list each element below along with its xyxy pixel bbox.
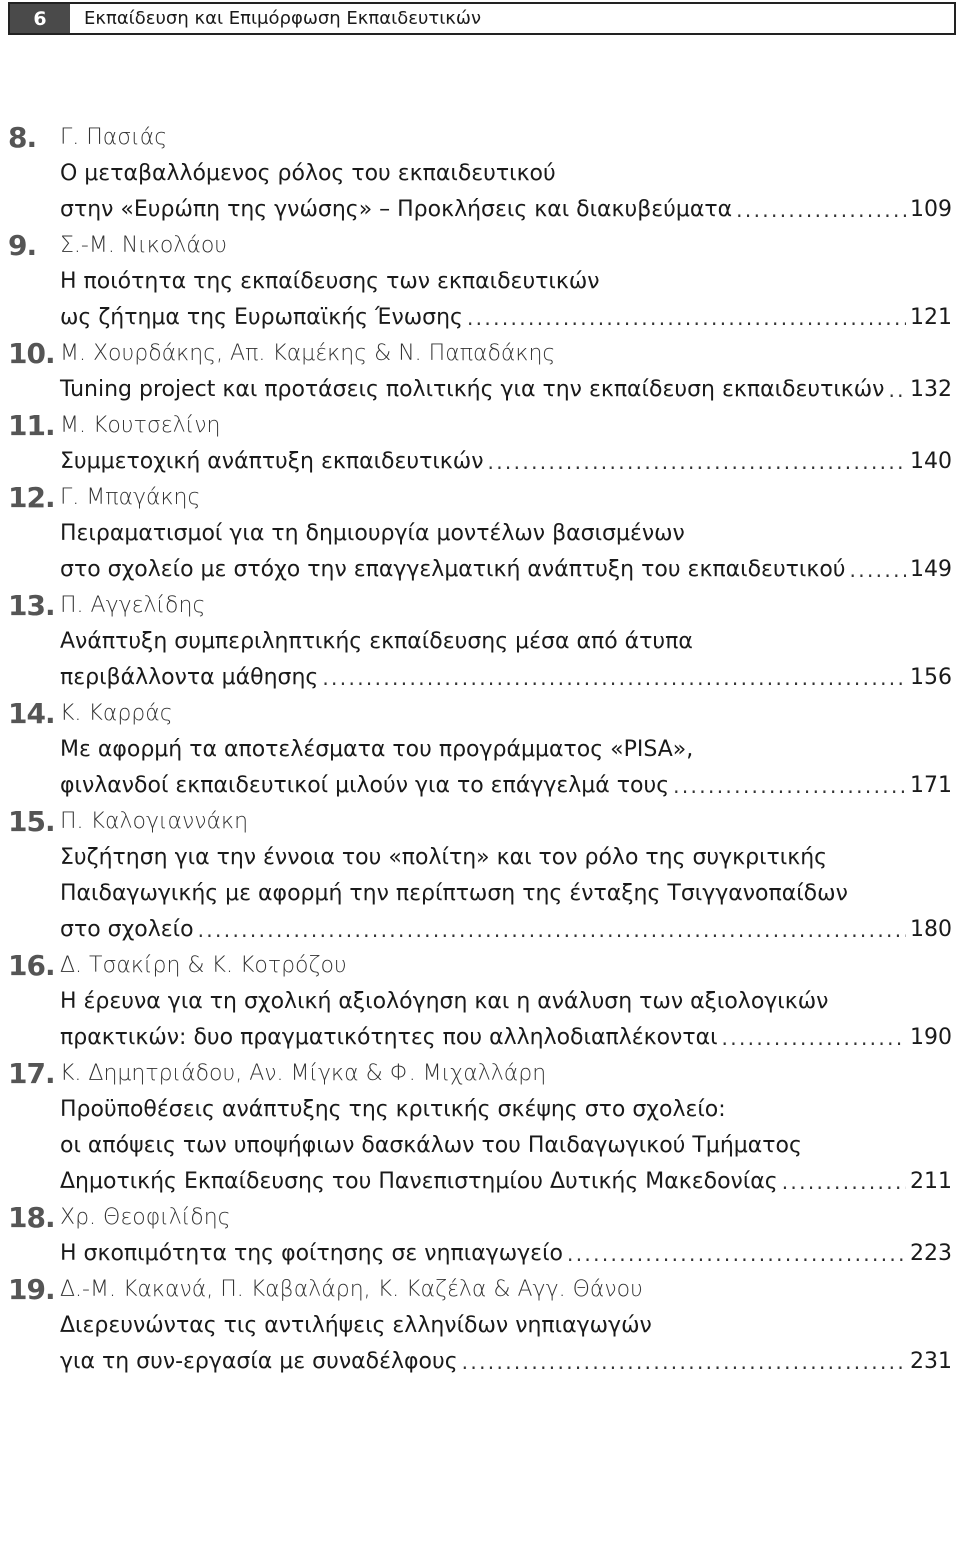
entry-page-number: 231 <box>910 1349 952 1374</box>
entry-page-number: 149 <box>910 557 952 582</box>
entry-page-number: 171 <box>910 773 952 798</box>
entry-number: 17. <box>8 1057 55 1090</box>
entry-authors: Κ. Δημητριάδου, Αν. Μίγκα & Φ. Μιχαλλάρη <box>60 1061 547 1086</box>
entry-authors: Π. Καλογιαννάκη <box>60 809 249 834</box>
entry-title-line: Προϋποθέσεις ανάπτυξης της κριτικής σκέψης στο σχολείο: <box>60 1097 726 1122</box>
entry-authors: Μ. Κουτσελίνη <box>60 413 221 438</box>
entry-title-line: για τη συν-εργασία με συναδέλφους <box>60 1349 458 1374</box>
toc-entry[interactable] <box>0 696 960 804</box>
entry-page-number: 109 <box>910 197 952 222</box>
entry-title-line: Παιδαγωγικής με αφορμή την περίπτωση της ένταξης Τσιγγανοπαίδων <box>60 881 848 906</box>
entry-authors: Χρ. Θεοφιλίδης <box>60 1205 231 1230</box>
dot-leader <box>888 372 906 408</box>
dot-leader <box>673 768 906 804</box>
entry-authors: Μ. Χουρδάκης, Απ. Καμέκης & Ν. Παπαδάκης <box>60 341 556 366</box>
toc-entry[interactable] <box>0 120 960 228</box>
entry-title-line: Πειραματισμοί για τη δημιουργία μοντέλων βασισμένων <box>60 521 685 546</box>
entry-number: 9. <box>8 229 37 262</box>
entry-number: 10. <box>8 337 55 370</box>
entry-page-number: 132 <box>910 377 952 402</box>
dot-leader <box>736 192 906 228</box>
entry-title-line: Συζήτηση για την έννοια του «πολίτη» και τον ρόλο της συγκριτικής <box>60 845 828 870</box>
toc-entry[interactable] <box>0 408 960 480</box>
dot-leader <box>722 1020 906 1056</box>
entry-number: 18. <box>8 1201 55 1234</box>
entry-title-line: Ανάπτυξη συμπεριληπτικής εκπαίδευσης μέσα από άτυπα <box>60 629 693 654</box>
running-title: Εκπαίδευση και Επιμόρφωση Εκπαιδευτικών <box>84 8 482 29</box>
dot-leader <box>850 552 906 588</box>
toc-entry[interactable] <box>0 1056 960 1200</box>
entry-title-line: οι απόψεις των υποψήφιων δασκάλων του Παιδαγωγικού Τμήματος <box>60 1133 802 1158</box>
dot-leader <box>567 1236 906 1272</box>
dot-leader <box>782 1164 906 1200</box>
entry-number: 14. <box>8 697 55 730</box>
entry-page-number: 211 <box>910 1169 952 1194</box>
entry-title-line: ως ζήτημα της Ευρωπαϊκής Ένωσης <box>60 305 463 330</box>
toc-entry[interactable] <box>0 1200 960 1272</box>
entry-number: 16. <box>8 949 55 982</box>
entry-authors: Κ. Καρράς <box>60 701 173 726</box>
entry-page-number: 156 <box>910 665 952 690</box>
dot-leader <box>322 660 906 696</box>
entry-page-number: 223 <box>910 1241 952 1266</box>
entry-title-line: φινλανδοί εκπαιδευτικοί μιλούν για το επάγγελμά τους <box>60 773 670 798</box>
table-of-contents <box>0 120 960 1380</box>
entry-title-line: Η σκοπιμότητα της φοίτησης σε νηπιαγωγείο <box>60 1241 563 1266</box>
entry-authors: Π. Αγγελίδης <box>60 593 206 618</box>
entry-title-line: περιβάλλοντα μάθησης <box>60 665 319 690</box>
entry-authors: Γ. Μπαγάκης <box>60 485 201 510</box>
entry-title-line: στο σχολείο με στόχο την επαγγελματική ανάπτυξη του εκπαιδευτικού <box>60 557 846 582</box>
entry-page-number: 180 <box>910 917 952 942</box>
entry-title-line: Με αφορμή τα αποτελέσματα του προγράμματος «PISA», <box>60 737 694 762</box>
dot-leader <box>198 912 906 948</box>
toc-entry[interactable] <box>0 480 960 588</box>
entry-title-line: στην «Ευρώπη της γνώσης» – Προκλήσεις και διακυβεύματα <box>60 197 733 222</box>
page-number: 6 <box>10 4 70 33</box>
entry-title-line: Tuning project και προτάσεις πολιτικής για την εκπαίδευση εκπαιδευτικών <box>60 377 885 402</box>
entry-authors: Δ.-Μ. Κακανά, Π. Καβαλάρη, Κ. Καζέλα & Αγγ. Θάνου <box>60 1277 643 1302</box>
entry-page-number: 140 <box>910 449 952 474</box>
entry-page-number: 121 <box>910 305 952 330</box>
entry-authors: Σ.-Μ. Νικολάου <box>60 233 228 258</box>
toc-entry[interactable] <box>0 1272 960 1380</box>
dot-leader <box>488 444 907 480</box>
toc-entry[interactable] <box>0 804 960 948</box>
entry-number: 12. <box>8 481 55 514</box>
toc-entry[interactable] <box>0 588 960 696</box>
toc-entry[interactable] <box>0 336 960 408</box>
entry-title-line: Δημοτικής Εκπαίδευσης του Πανεπιστημίου Δυτικής Μακεδονίας <box>60 1169 778 1194</box>
toc-entry[interactable] <box>0 228 960 336</box>
entry-number: 11. <box>8 409 55 442</box>
toc-entry[interactable] <box>0 948 960 1056</box>
dot-leader <box>462 1344 906 1380</box>
entry-page-number: 190 <box>910 1025 952 1050</box>
dot-leader <box>467 300 906 336</box>
entry-title-line: Συμμετοχική ανάπτυξη εκπαιδευτικών <box>60 449 484 474</box>
entry-number: 19. <box>8 1273 55 1306</box>
entry-title-line: Η ποιότητα της εκπαίδευσης των εκπαιδευτικών <box>60 269 600 294</box>
entry-title-line: Η έρευνα για τη σχολική αξιολόγηση και η ανάλυση των αξιολογικών <box>60 989 829 1014</box>
entry-authors: Γ. Πασιάς <box>60 125 168 150</box>
entry-number: 15. <box>8 805 55 838</box>
entry-title-line: πρακτικών: δυο πραγματικότητες που αλληλοδιαπλέκονται <box>60 1025 718 1050</box>
entry-title-line: Ο μεταβαλλόμενος ρόλος του εκπαιδευτικού <box>60 161 556 186</box>
running-header <box>8 2 956 35</box>
entry-title-line: Διερευνώντας τις αντιλήψεις ελληνίδων νηπιαγωγών <box>60 1313 652 1338</box>
entry-authors: Δ. Τσακίρη & Κ. Κοτρόζου <box>60 953 347 978</box>
entry-number: 8. <box>8 121 37 154</box>
entry-title-line: στο σχολείο <box>60 917 194 942</box>
entry-number: 13. <box>8 589 55 622</box>
